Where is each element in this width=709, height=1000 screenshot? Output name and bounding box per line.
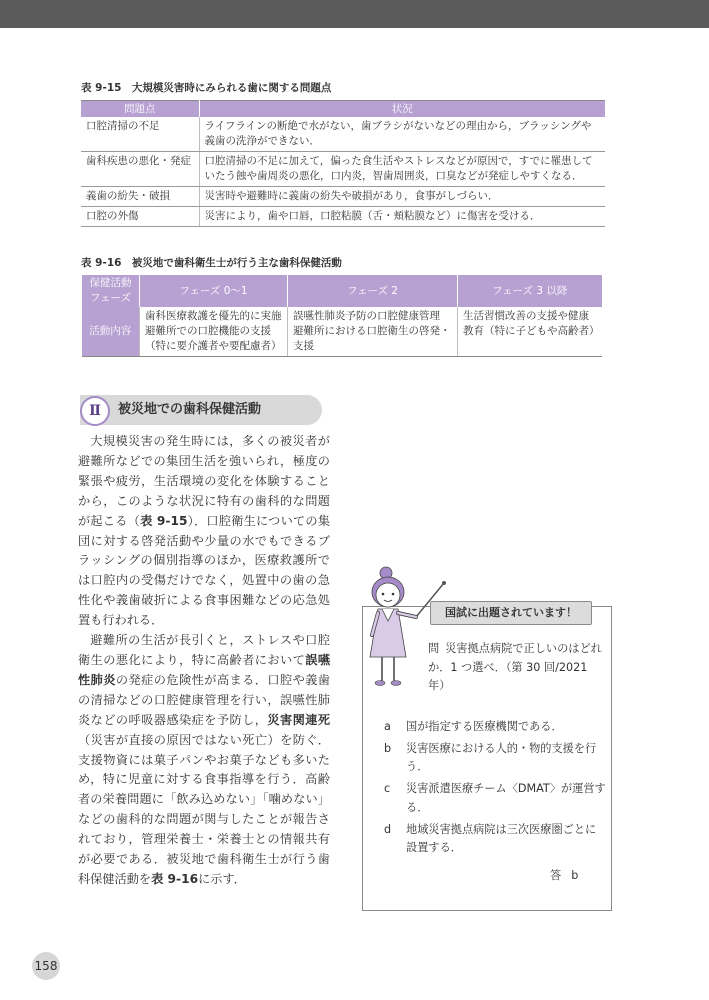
- section-heading: [80, 395, 322, 425]
- table-cell: 口腔の外傷: [81, 207, 199, 227]
- table-9-16-caption: 表 9-16 被災地で歯科衛生士が行う主な歯科保健活動: [81, 257, 342, 269]
- option-label: c: [384, 782, 391, 796]
- paragraph: [78, 432, 330, 631]
- table-cell: 口腔清掃の不足に加えて，偏った食生活やストレスなどが原因で，すでに罹患していたう蝕や歯周炎の悪化，口内炎，智歯周囲炎，口臭などが発症しやすくなる．: [199, 152, 605, 187]
- table-header: 状況: [199, 101, 605, 118]
- question-label: 問: [428, 642, 440, 655]
- text-run: 避難所の生活が長引くと，ストレスや口腔衛生の悪化により，特に高齢者において: [78, 633, 330, 667]
- page-number: 158: [32, 952, 60, 980]
- option-label: d: [384, 822, 392, 836]
- text-run: に示す．: [198, 871, 246, 886]
- section-number: Ⅱ: [80, 396, 110, 426]
- table-cell: 誤嚥性肺炎予防の口腔健康管理 避難所における口腔衛生の啓発・支援: [288, 307, 458, 357]
- quiz-option: [384, 740, 606, 777]
- table-row: [81, 187, 605, 207]
- option-label: b: [384, 741, 392, 755]
- paragraph: [78, 631, 330, 890]
- quiz-option: [384, 821, 606, 858]
- quiz-options: [384, 718, 606, 861]
- option-text: 国が指定する医療機関である．: [406, 720, 563, 733]
- phase-header: フェーズ 2: [288, 275, 458, 307]
- key-term: 誤嚥性肺炎: [78, 652, 331, 687]
- table-reference: 表 9-16: [151, 871, 199, 886]
- table-row: [81, 117, 605, 152]
- text-run: （災害が直接の原因ではない死亡）を防ぐ．支援物資には菓子パンやお菓子なども多いため，特に児童に対する食事指導を行う．高齢者の栄養問題に「飲み込めない」「噛めない」などの歯科的な問題が関与したことが報告されており，管理栄養士・栄養士との情報共有が必要である．被災地で歯科衛生士が行う歯科保健活動を: [78, 732, 330, 886]
- quiz-question: [428, 640, 603, 696]
- body-text: [78, 432, 330, 890]
- table-9-16: [81, 275, 602, 357]
- quiz-answer: [550, 867, 578, 883]
- table-cell: 災害により，歯や口唇，口腔粘膜（舌・頬粘膜など）に傷害を受ける．: [199, 207, 605, 227]
- question-text: 災害拠点病院で正しいのはどれか．1 つ選べ．（第 30 回/2021 年）: [428, 642, 602, 692]
- text-run: の発症の危険性が高まる．口腔や義歯の清掃などの口腔健康管理を行い，誤嚥性肺炎などの呼吸器感染症を予防し，: [78, 672, 331, 727]
- quiz-option: [384, 780, 606, 817]
- key-term: 災害関連死: [267, 712, 331, 727]
- option-text: 地域災害拠点病院は三次医療圏ごとに設置する．: [406, 822, 597, 855]
- table-cell: 歯科疾患の悪化・発症: [81, 152, 199, 187]
- table-cell: 口腔清掃の不足: [81, 117, 199, 152]
- top-bar: [0, 0, 709, 28]
- table-row: [82, 307, 602, 357]
- quiz-header: 国試に出題されています！: [430, 601, 592, 625]
- row-header-activity: 活動内容: [82, 307, 140, 357]
- table-row: [81, 152, 605, 187]
- section-title: 被災地での歯科保健活動: [118, 402, 262, 417]
- quiz-option: [384, 718, 606, 737]
- table-reference: 表 9-15: [140, 513, 188, 528]
- phase-header: フェーズ 0〜1: [140, 275, 288, 307]
- row-header-phase: 保健活動フェーズ: [82, 275, 140, 307]
- table-row: [81, 207, 605, 227]
- text-run: ）．口腔衛生についての集団に対する啓発活動や少量の水でもできるブラッシングの個別指導のほか，医療救護所では口腔内の受傷だけでなく，処置中の歯の急性化や義歯破折による食事困難などの応急処置も行われる．: [78, 513, 331, 628]
- table-cell: 生活習慣改善の支援や健康教育（特に子どもや高齢者）: [458, 307, 602, 357]
- table-cell: 災害時や避難時に義歯の紛失や破損があり，食事がしづらい．: [199, 187, 605, 207]
- answer-label: 答: [550, 869, 562, 882]
- phase-header: フェーズ 3 以降: [458, 275, 602, 307]
- table-9-15-caption: 表 9-15 大規模災害時にみられる歯に関する問題点: [81, 82, 332, 94]
- option-text: 災害医療における人的・物的支援を行う．: [406, 741, 597, 774]
- table-9-15: [81, 100, 605, 227]
- option-text: 災害派遣医療チーム〈DMAT〉が運営する．: [406, 782, 606, 814]
- table-header: 問題点: [81, 101, 199, 118]
- table-cell: 歯科医療救護を優先的に実施 避難所での口腔機能の支援（特に要介護者や要配慮者）: [140, 307, 288, 357]
- option-label: a: [384, 720, 391, 733]
- table-cell: ライフラインの断絶で水がない，歯ブラシがないなどの理由から，ブラッシングや義歯の洗浄ができない．: [199, 117, 605, 152]
- answer-value: b: [571, 869, 579, 882]
- text-run: 大規模災害の発生時には，多くの被災者が避難所などでの集団生活を強いられ，極度の緊張や疲労，生活環境の変化を体験することから，このような状況に特有の歯科的な問題が起こる（: [78, 434, 330, 528]
- table-cell: 義歯の紛失・破損: [81, 187, 199, 207]
